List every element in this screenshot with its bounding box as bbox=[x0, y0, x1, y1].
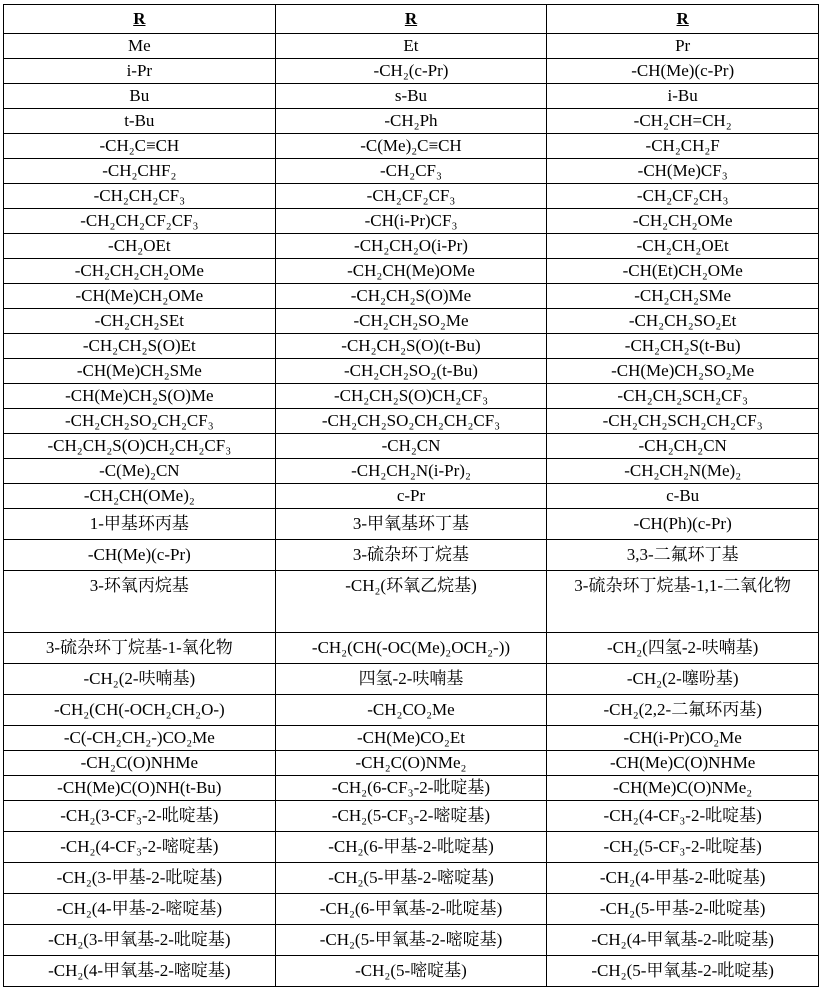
table-cell: 3-甲氧基环丁基 bbox=[275, 509, 547, 540]
table-row bbox=[4, 309, 819, 334]
table-row bbox=[4, 209, 819, 234]
table-cell: -CH(Me)C(O)NHMe bbox=[547, 751, 819, 776]
table-cell: -CH(Me)C(O)NMe₂ bbox=[547, 776, 819, 801]
table-cell: -CH₂CN bbox=[275, 434, 547, 459]
table-row bbox=[4, 925, 819, 956]
table-cell: -CH₂CH₂SO₂(t-Bu) bbox=[275, 359, 547, 384]
table-row bbox=[4, 34, 819, 59]
table-row bbox=[4, 359, 819, 384]
table-row bbox=[4, 664, 819, 695]
table-cell: s-Bu bbox=[275, 84, 547, 109]
table-cell: -C(-CH₂CH₂-)CO₂Me bbox=[4, 726, 276, 751]
table-cell: -CH₂(4-CF₃-2-吡啶基) bbox=[547, 801, 819, 832]
table-cell: -CH₂CH₂SO₂Et bbox=[547, 309, 819, 334]
table-cell: -CH(Me)(c-Pr) bbox=[4, 540, 276, 571]
table-row bbox=[4, 134, 819, 159]
table-cell: 3-硫杂环丁烷基-1-氧化物 bbox=[4, 633, 276, 664]
table-cell: -CH₂CH₂S(O)(t-Bu) bbox=[275, 334, 547, 359]
table-cell: -CH₂CH₂S(O)CH₂CF₃ bbox=[275, 384, 547, 409]
table-cell: -CH₂(6-甲基-2-吡啶基) bbox=[275, 832, 547, 863]
table-cell: -CH(Et)CH₂OMe bbox=[547, 259, 819, 284]
table-row bbox=[4, 571, 819, 633]
table-cell: -CH₂CH₂CF₂CF₃ bbox=[4, 209, 276, 234]
table-cell: -CH₂CH₂CN bbox=[547, 434, 819, 459]
table-cell: -CH₂CH₂O(i-Pr) bbox=[275, 234, 547, 259]
table-cell: -CH₂CHF₂ bbox=[4, 159, 276, 184]
table-cell: -CH₂CH₂SO₂Me bbox=[275, 309, 547, 334]
header-row bbox=[4, 5, 819, 34]
table-row bbox=[4, 509, 819, 540]
table-body bbox=[4, 34, 819, 987]
table-cell: -CH₂CH₂SCH₂CH₂CF₃ bbox=[547, 409, 819, 434]
table-row bbox=[4, 109, 819, 134]
table-cell: -CH₂C≡CH bbox=[4, 134, 276, 159]
table-cell: -CH(Ph)(c-Pr) bbox=[547, 509, 819, 540]
table-cell: -CH₂(四氢-2-呋喃基) bbox=[547, 633, 819, 664]
table-cell: Me bbox=[4, 34, 276, 59]
table-cell: 3,3-二氟环丁基 bbox=[547, 540, 819, 571]
table-cell: -CH₂(4-甲氧基-2-嘧啶基) bbox=[4, 956, 276, 987]
header-cell: R bbox=[275, 5, 547, 34]
table-cell: -CH(i-Pr)CF₃ bbox=[275, 209, 547, 234]
table-cell: -CH₂CH=CH₂ bbox=[547, 109, 819, 134]
header-cell: R bbox=[4, 5, 276, 34]
table-cell: -CH₂(3-CF₃-2-吡啶基) bbox=[4, 801, 276, 832]
table-row bbox=[4, 409, 819, 434]
table-row bbox=[4, 159, 819, 184]
table-cell: Et bbox=[275, 34, 547, 59]
table-cell: -CH₂(5-嘧啶基) bbox=[275, 956, 547, 987]
table-cell: -CH₂(4-甲氧基-2-吡啶基) bbox=[547, 925, 819, 956]
table-cell: -CH(Me)C(O)NH(t-Bu) bbox=[4, 776, 276, 801]
table-cell: -CH(Me)CH₂OMe bbox=[4, 284, 276, 309]
table-cell: -CH₂(4-甲基-2-嘧啶基) bbox=[4, 894, 276, 925]
table-cell: -CH₂CH₂CF₃ bbox=[4, 184, 276, 209]
table-cell: -CH₂(6-CF₃-2-吡啶基) bbox=[275, 776, 547, 801]
table-cell: -CH₂C(O)NMe₂ bbox=[275, 751, 547, 776]
table-cell: -CH₂CF₃ bbox=[275, 159, 547, 184]
table-cell: -CH₂CH₂OEt bbox=[547, 234, 819, 259]
table-row bbox=[4, 695, 819, 726]
table-cell: -CH₂(CH(-OC(Me)₂OCH₂-)) bbox=[275, 633, 547, 664]
substituent-table bbox=[3, 4, 819, 987]
table-cell: -CH₂CH(OMe)₂ bbox=[4, 484, 276, 509]
table-cell: -CH(Me)CH₂SMe bbox=[4, 359, 276, 384]
table-cell: 3-硫杂环丁烷基 bbox=[275, 540, 547, 571]
table-row bbox=[4, 334, 819, 359]
table-cell: 四氢-2-呋喃基 bbox=[275, 664, 547, 695]
table-cell: -CH₂CH₂CH₂OMe bbox=[4, 259, 276, 284]
table-row bbox=[4, 84, 819, 109]
table-row bbox=[4, 59, 819, 84]
table-cell: Pr bbox=[547, 34, 819, 59]
table-cell: -CH₂(2-噻吩基) bbox=[547, 664, 819, 695]
table-cell: -CH₂(3-甲基-2-吡啶基) bbox=[4, 863, 276, 894]
table-cell: -CH(Me)CH₂SO₂Me bbox=[547, 359, 819, 384]
table-row bbox=[4, 434, 819, 459]
table-cell: -CH₂Ph bbox=[275, 109, 547, 134]
table-row bbox=[4, 459, 819, 484]
table-cell: -CH(Me)CF₃ bbox=[547, 159, 819, 184]
table-cell: -CH₂CH₂SEt bbox=[4, 309, 276, 334]
table-cell: -CH₂CF₂CF₃ bbox=[275, 184, 547, 209]
table-cell: -CH₂CH₂S(t-Bu) bbox=[547, 334, 819, 359]
table-cell: c-Pr bbox=[275, 484, 547, 509]
table-row bbox=[4, 776, 819, 801]
table-row bbox=[4, 259, 819, 284]
table-cell: -CH₂CF₂CH₃ bbox=[547, 184, 819, 209]
table-row bbox=[4, 894, 819, 925]
table-cell: i-Bu bbox=[547, 84, 819, 109]
table-row bbox=[4, 284, 819, 309]
table-cell: -CH₂CO₂Me bbox=[275, 695, 547, 726]
table-cell: t-Bu bbox=[4, 109, 276, 134]
table-cell: -CH₂CH₂N(Me)₂ bbox=[547, 459, 819, 484]
table-cell: -CH₂(CH(-OCH₂CH₂O-) bbox=[4, 695, 276, 726]
table-cell: Bu bbox=[4, 84, 276, 109]
table-cell: -CH₂CH₂S(O)Me bbox=[275, 284, 547, 309]
table-cell: 3-硫杂环丁烷基-1,1-二氧化物 bbox=[547, 571, 819, 633]
table-cell: -C(Me)₂C≡CH bbox=[275, 134, 547, 159]
table-cell: -CH₂CH₂F bbox=[547, 134, 819, 159]
table-cell: -CH₂CH₂S(O)CH₂CH₂CF₃ bbox=[4, 434, 276, 459]
table-cell: -CH₂(4-CF₃-2-嘧啶基) bbox=[4, 832, 276, 863]
table-row bbox=[4, 384, 819, 409]
table-cell: -CH₂CH₂S(O)Et bbox=[4, 334, 276, 359]
table-row bbox=[4, 751, 819, 776]
table-cell: -CH₂(5-甲基-2-嘧啶基) bbox=[275, 863, 547, 894]
table-cell: -CH₂(c-Pr) bbox=[275, 59, 547, 84]
table-cell: -C(Me)₂CN bbox=[4, 459, 276, 484]
table-cell: i-Pr bbox=[4, 59, 276, 84]
table-row bbox=[4, 184, 819, 209]
table-row bbox=[4, 633, 819, 664]
table-cell: -CH₂(5-甲氧基-2-吡啶基) bbox=[547, 956, 819, 987]
table-cell: -CH₂(2-呋喃基) bbox=[4, 664, 276, 695]
table-row bbox=[4, 801, 819, 832]
table-cell: -CH₂(2,2-二氟环丙基) bbox=[547, 695, 819, 726]
table-cell: -CH₂(6-甲氧基-2-吡啶基) bbox=[275, 894, 547, 925]
table-row bbox=[4, 234, 819, 259]
table-cell: -CH₂CH₂N(i-Pr)₂ bbox=[275, 459, 547, 484]
table-cell: 1-甲基环丙基 bbox=[4, 509, 276, 540]
table-cell: -CH₂CH₂SMe bbox=[547, 284, 819, 309]
table-row bbox=[4, 956, 819, 987]
table-row bbox=[4, 863, 819, 894]
table-cell: -CH₂CH(Me)OMe bbox=[275, 259, 547, 284]
table-cell: -CH₂(5-CF₃-2-吡啶基) bbox=[547, 832, 819, 863]
table-cell: -CH(Me)CH₂S(O)Me bbox=[4, 384, 276, 409]
table-cell: -CH₂CH₂SCH₂CF₃ bbox=[547, 384, 819, 409]
table-cell: -CH₂(5-甲氧基-2-嘧啶基) bbox=[275, 925, 547, 956]
table-cell: -CH₂(5-甲基-2-吡啶基) bbox=[547, 894, 819, 925]
header-cell: R bbox=[547, 5, 819, 34]
table-row bbox=[4, 484, 819, 509]
table-row bbox=[4, 832, 819, 863]
table-cell: -CH₂(环氧乙烷基) bbox=[275, 571, 547, 633]
table-cell: -CH₂C(O)NHMe bbox=[4, 751, 276, 776]
table-cell: -CH₂(3-甲氧基-2-吡啶基) bbox=[4, 925, 276, 956]
table-cell: c-Bu bbox=[547, 484, 819, 509]
table-cell: -CH(Me)(c-Pr) bbox=[547, 59, 819, 84]
table-row bbox=[4, 540, 819, 571]
table-row bbox=[4, 726, 819, 751]
table-cell: -CH(i-Pr)CO₂Me bbox=[547, 726, 819, 751]
table-cell: -CH₂OEt bbox=[4, 234, 276, 259]
table-cell: -CH₂CH₂SO₂CH₂CH₂CF₃ bbox=[275, 409, 547, 434]
table-cell: 3-环氧丙烷基 bbox=[4, 571, 276, 633]
table-cell: -CH₂(4-甲基-2-吡啶基) bbox=[547, 863, 819, 894]
table-cell: -CH₂CH₂OMe bbox=[547, 209, 819, 234]
table-cell: -CH₂(5-CF₃-2-嘧啶基) bbox=[275, 801, 547, 832]
table-cell: -CH(Me)CO₂Et bbox=[275, 726, 547, 751]
table-cell: -CH₂CH₂SO₂CH₂CF₃ bbox=[4, 409, 276, 434]
